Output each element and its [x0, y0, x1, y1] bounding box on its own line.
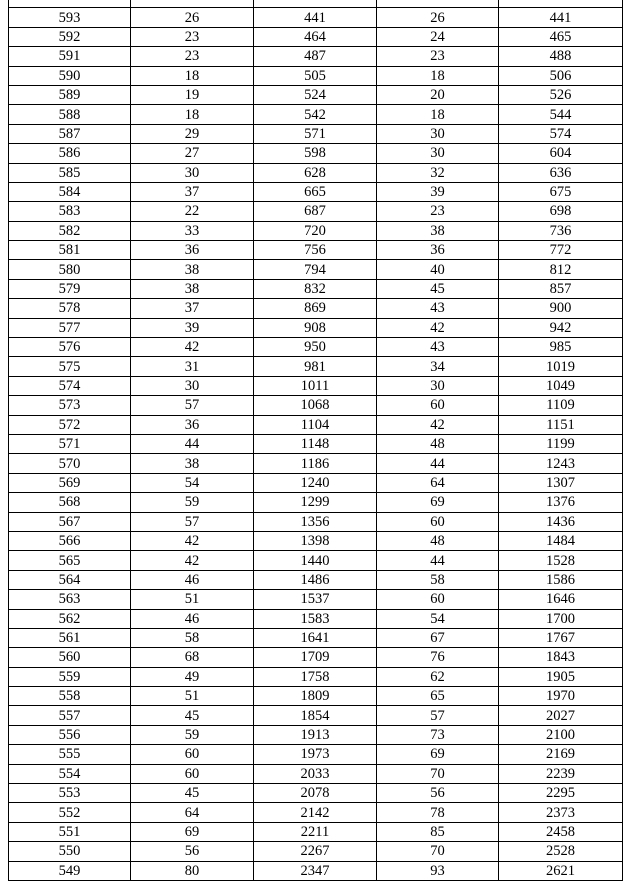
count-b-cell: 60 — [377, 396, 499, 415]
cumulative-a-cell: 1104 — [254, 415, 377, 434]
score-cell: 583 — [9, 202, 131, 221]
count-b-cell: 32 — [377, 163, 499, 182]
table-row — [9, 706, 623, 725]
count-b-cell: 48 — [377, 434, 499, 453]
count-b-cell: 42 — [377, 318, 499, 337]
count-b-cell: 43 — [377, 338, 499, 357]
cumulative-b-cell: 1109 — [499, 396, 623, 415]
table-row — [9, 434, 623, 453]
cumulative-b-cell: 2295 — [499, 784, 623, 803]
count-a-cell: 60 — [131, 764, 254, 783]
cumulative-a-cell: 1440 — [254, 551, 377, 570]
score-cell: 568 — [9, 493, 131, 512]
table-row — [9, 202, 623, 221]
table-row — [9, 764, 623, 783]
cumulative-a-cell: 505 — [254, 66, 377, 85]
count-b-cell: 58 — [377, 570, 499, 589]
cumulative-b-cell: 1484 — [499, 531, 623, 550]
count-b-cell: 67 — [377, 628, 499, 647]
cumulative-b-cell: 1376 — [499, 493, 623, 512]
cumulative-a-cell: 1973 — [254, 745, 377, 764]
score-cell: 549 — [9, 861, 131, 880]
cumulative-a-cell: 1186 — [254, 454, 377, 473]
cumulative-b-cell: 2528 — [499, 842, 623, 861]
table-row — [9, 241, 623, 260]
cumulative-b-cell: 985 — [499, 338, 623, 357]
table-row — [9, 260, 623, 279]
count-a-cell: 46 — [131, 570, 254, 589]
cumulative-b-cell: 2169 — [499, 745, 623, 764]
cumulative-b-cell: 1700 — [499, 609, 623, 628]
cumulative-a-cell: 720 — [254, 221, 377, 240]
score-cell: 575 — [9, 357, 131, 376]
count-b-cell: 36 — [377, 241, 499, 260]
cumulative-a-cell: 1641 — [254, 628, 377, 647]
table-row — [9, 221, 623, 240]
cumulative-b-cell: 2373 — [499, 803, 623, 822]
cumulative-b-cell: 1436 — [499, 512, 623, 531]
table-row — [9, 803, 623, 822]
cumulative-b-cell: 544 — [499, 105, 623, 124]
count-a-cell: 51 — [131, 687, 254, 706]
cumulative-a-cell: 542 — [254, 105, 377, 124]
score-cell: 582 — [9, 221, 131, 240]
cumulative-b-cell: 1767 — [499, 628, 623, 647]
count-b-cell: 23 — [377, 47, 499, 66]
cumulative-a-cell: 1486 — [254, 570, 377, 589]
count-a-cell: 51 — [131, 590, 254, 609]
count-a-cell: 59 — [131, 493, 254, 512]
count-b-cell: 23 — [377, 202, 499, 221]
count-a-cell: 59 — [131, 725, 254, 744]
cumulative-b-cell: 604 — [499, 144, 623, 163]
table-row — [9, 590, 623, 609]
count-a-cell: 58 — [131, 628, 254, 647]
table-row — [9, 687, 623, 706]
table-row — [9, 531, 623, 550]
score-cell: 591 — [9, 47, 131, 66]
count-a-cell: 42 — [131, 551, 254, 570]
cumulative-b-cell: 1905 — [499, 667, 623, 686]
table-row — [9, 473, 623, 492]
count-b-cell: 30 — [377, 144, 499, 163]
count-a-cell: 46 — [131, 609, 254, 628]
count-b-cell: 62 — [377, 667, 499, 686]
table-row — [9, 725, 623, 744]
count-b-cell: 26 — [377, 8, 499, 27]
score-cell: 573 — [9, 396, 131, 415]
score-cell: 589 — [9, 85, 131, 104]
count-a-cell: 68 — [131, 648, 254, 667]
table-row — [9, 357, 623, 376]
count-b-cell: 30 — [377, 124, 499, 143]
cumulative-a-cell: 1240 — [254, 473, 377, 492]
score-cell: 564 — [9, 570, 131, 589]
count-a-cell: 57 — [131, 512, 254, 531]
score-cell: 585 — [9, 163, 131, 182]
cumulative-b-cell: 1586 — [499, 570, 623, 589]
count-a-cell: 30 — [131, 376, 254, 395]
count-b-cell: 18 — [377, 66, 499, 85]
table-row — [9, 144, 623, 163]
score-cell: 587 — [9, 124, 131, 143]
count-b-cell: 69 — [377, 745, 499, 764]
score-cell — [9, 0, 131, 8]
cumulative-a-cell: 2142 — [254, 803, 377, 822]
score-cell: 565 — [9, 551, 131, 570]
cumulative-a-cell: 869 — [254, 299, 377, 318]
cumulative-b-cell: 900 — [499, 299, 623, 318]
count-a-cell: 30 — [131, 163, 254, 182]
cumulative-a-cell: 598 — [254, 144, 377, 163]
table-row — [9, 842, 623, 861]
cumulative-a-cell: 794 — [254, 260, 377, 279]
score-cell: 563 — [9, 590, 131, 609]
count-a-cell: 37 — [131, 299, 254, 318]
score-cell: 592 — [9, 27, 131, 46]
count-a-cell: 36 — [131, 241, 254, 260]
count-a-cell: 57 — [131, 396, 254, 415]
count-b-cell: 48 — [377, 531, 499, 550]
cumulative-a-cell: 1299 — [254, 493, 377, 512]
table-row — [9, 182, 623, 201]
table-row — [9, 551, 623, 570]
score-cell: 554 — [9, 764, 131, 783]
cumulative-a-cell: 1709 — [254, 648, 377, 667]
score-cell: 580 — [9, 260, 131, 279]
score-cell: 558 — [9, 687, 131, 706]
count-a-cell: 33 — [131, 221, 254, 240]
cumulative-b-cell: 1199 — [499, 434, 623, 453]
cumulative-a-cell: 1398 — [254, 531, 377, 550]
table-row — [9, 396, 623, 415]
score-cell: 552 — [9, 803, 131, 822]
score-cell: 569 — [9, 473, 131, 492]
cumulative-b-cell: 2100 — [499, 725, 623, 744]
table-row — [9, 66, 623, 85]
cumulative-b-cell: 857 — [499, 279, 623, 298]
cumulative-b-cell: 1307 — [499, 473, 623, 492]
cumulative-b-cell: 2621 — [499, 861, 623, 880]
cumulative-b-cell: 698 — [499, 202, 623, 221]
cumulative-b-cell: 1843 — [499, 648, 623, 667]
table-row — [9, 667, 623, 686]
score-cell: 561 — [9, 628, 131, 647]
score-cell: 574 — [9, 376, 131, 395]
count-b-cell: 30 — [377, 376, 499, 395]
count-b-cell: 40 — [377, 260, 499, 279]
cumulative-b-cell: 636 — [499, 163, 623, 182]
cumulative-a-cell: 1913 — [254, 725, 377, 744]
table-row — [9, 299, 623, 318]
count-a-cell: 27 — [131, 144, 254, 163]
score-cell: 557 — [9, 706, 131, 725]
score-cell: 572 — [9, 415, 131, 434]
count-b-cell: 78 — [377, 803, 499, 822]
cumulative-a-cell: 487 — [254, 47, 377, 66]
cumulative-a-cell: 665 — [254, 182, 377, 201]
cumulative-b-cell: 1019 — [499, 357, 623, 376]
score-cell: 556 — [9, 725, 131, 744]
count-b-cell — [377, 0, 499, 8]
table-row — [9, 493, 623, 512]
cumulative-a-cell: 2211 — [254, 822, 377, 841]
cumulative-a-cell: 1068 — [254, 396, 377, 415]
table-row — [9, 8, 623, 27]
table-row — [9, 338, 623, 357]
cumulative-b-cell: 2027 — [499, 706, 623, 725]
cumulative-a-cell: 1583 — [254, 609, 377, 628]
count-a-cell: 26 — [131, 8, 254, 27]
count-a-cell: 56 — [131, 842, 254, 861]
cumulative-a-cell: 756 — [254, 241, 377, 260]
count-b-cell: 76 — [377, 648, 499, 667]
cumulative-a-cell: 2267 — [254, 842, 377, 861]
score-cell: 579 — [9, 279, 131, 298]
count-b-cell: 38 — [377, 221, 499, 240]
count-b-cell: 73 — [377, 725, 499, 744]
count-a-cell: 80 — [131, 861, 254, 880]
score-cell: 577 — [9, 318, 131, 337]
cumulative-b-cell: 812 — [499, 260, 623, 279]
count-b-cell: 70 — [377, 842, 499, 861]
count-b-cell: 60 — [377, 590, 499, 609]
count-a-cell: 44 — [131, 434, 254, 453]
table-row — [9, 512, 623, 531]
count-a-cell: 38 — [131, 279, 254, 298]
cumulative-a-cell: 1356 — [254, 512, 377, 531]
count-a-cell: 49 — [131, 667, 254, 686]
count-b-cell: 69 — [377, 493, 499, 512]
cumulative-a-cell: 832 — [254, 279, 377, 298]
count-b-cell: 42 — [377, 415, 499, 434]
cumulative-b-cell: 1243 — [499, 454, 623, 473]
cumulative-a-cell: 524 — [254, 85, 377, 104]
score-cell: 578 — [9, 299, 131, 318]
cumulative-b-cell: 1049 — [499, 376, 623, 395]
count-b-cell: 34 — [377, 357, 499, 376]
count-b-cell: 60 — [377, 512, 499, 531]
count-a-cell: 42 — [131, 531, 254, 550]
count-a-cell: 18 — [131, 66, 254, 85]
count-a-cell: 36 — [131, 415, 254, 434]
table-row — [9, 609, 623, 628]
score-cell: 555 — [9, 745, 131, 764]
score-cell: 567 — [9, 512, 131, 531]
table-row — [9, 279, 623, 298]
cumulative-a-cell: 1011 — [254, 376, 377, 395]
score-cell: 551 — [9, 822, 131, 841]
table-row — [9, 454, 623, 473]
cumulative-b-cell: 942 — [499, 318, 623, 337]
score-cell: 584 — [9, 182, 131, 201]
score-cell: 559 — [9, 667, 131, 686]
cumulative-a-cell: 1537 — [254, 590, 377, 609]
count-b-cell: 57 — [377, 706, 499, 725]
count-a-cell: 31 — [131, 357, 254, 376]
table-row — [9, 628, 623, 647]
score-table — [8, 0, 623, 881]
cumulative-b-cell: 1970 — [499, 687, 623, 706]
table-row — [9, 0, 623, 8]
count-b-cell: 44 — [377, 551, 499, 570]
count-a-cell: 64 — [131, 803, 254, 822]
cumulative-a-cell — [254, 0, 377, 8]
cumulative-b-cell: 675 — [499, 182, 623, 201]
table-row — [9, 124, 623, 143]
count-a-cell — [131, 0, 254, 8]
score-cell: 581 — [9, 241, 131, 260]
table-row — [9, 822, 623, 841]
score-cell: 553 — [9, 784, 131, 803]
count-b-cell: 45 — [377, 279, 499, 298]
cumulative-b-cell: 736 — [499, 221, 623, 240]
cumulative-b-cell — [499, 0, 623, 8]
cumulative-b-cell: 2458 — [499, 822, 623, 841]
count-b-cell: 44 — [377, 454, 499, 473]
count-a-cell: 38 — [131, 454, 254, 473]
cumulative-b-cell: 1646 — [499, 590, 623, 609]
count-a-cell: 45 — [131, 784, 254, 803]
table-row — [9, 415, 623, 434]
count-a-cell: 37 — [131, 182, 254, 201]
score-cell: 570 — [9, 454, 131, 473]
cumulative-a-cell: 981 — [254, 357, 377, 376]
cumulative-b-cell: 2239 — [499, 764, 623, 783]
table-row — [9, 376, 623, 395]
count-a-cell: 18 — [131, 105, 254, 124]
count-a-cell: 22 — [131, 202, 254, 221]
cumulative-b-cell: 441 — [499, 8, 623, 27]
count-a-cell: 39 — [131, 318, 254, 337]
count-b-cell: 24 — [377, 27, 499, 46]
cumulative-a-cell: 1854 — [254, 706, 377, 725]
table-row — [9, 745, 623, 764]
cumulative-b-cell: 488 — [499, 47, 623, 66]
table-row — [9, 85, 623, 104]
table-row — [9, 648, 623, 667]
table-row — [9, 105, 623, 124]
cumulative-b-cell: 465 — [499, 27, 623, 46]
table-row — [9, 318, 623, 337]
table-row — [9, 47, 623, 66]
score-cell: 550 — [9, 842, 131, 861]
table-row — [9, 163, 623, 182]
cumulative-a-cell: 2078 — [254, 784, 377, 803]
cumulative-a-cell: 2347 — [254, 861, 377, 880]
count-b-cell: 93 — [377, 861, 499, 880]
cumulative-a-cell: 464 — [254, 27, 377, 46]
cumulative-a-cell: 950 — [254, 338, 377, 357]
count-a-cell: 45 — [131, 706, 254, 725]
count-a-cell: 19 — [131, 85, 254, 104]
score-cell: 566 — [9, 531, 131, 550]
count-a-cell: 42 — [131, 338, 254, 357]
cumulative-b-cell: 526 — [499, 85, 623, 104]
score-cell: 590 — [9, 66, 131, 85]
count-a-cell: 29 — [131, 124, 254, 143]
count-b-cell: 70 — [377, 764, 499, 783]
score-cell: 562 — [9, 609, 131, 628]
cumulative-a-cell: 628 — [254, 163, 377, 182]
table-row — [9, 570, 623, 589]
cumulative-a-cell: 1148 — [254, 434, 377, 453]
score-cell: 593 — [9, 8, 131, 27]
count-a-cell: 54 — [131, 473, 254, 492]
count-a-cell: 60 — [131, 745, 254, 764]
score-cell: 586 — [9, 144, 131, 163]
count-b-cell: 65 — [377, 687, 499, 706]
count-b-cell: 39 — [377, 182, 499, 201]
cumulative-a-cell: 441 — [254, 8, 377, 27]
count-b-cell: 56 — [377, 784, 499, 803]
count-b-cell: 85 — [377, 822, 499, 841]
cumulative-b-cell: 1528 — [499, 551, 623, 570]
cumulative-b-cell: 772 — [499, 241, 623, 260]
count-a-cell: 23 — [131, 47, 254, 66]
cumulative-a-cell: 2033 — [254, 764, 377, 783]
cumulative-a-cell: 908 — [254, 318, 377, 337]
table-row — [9, 27, 623, 46]
score-cell: 571 — [9, 434, 131, 453]
count-b-cell: 43 — [377, 299, 499, 318]
count-a-cell: 23 — [131, 27, 254, 46]
cumulative-a-cell: 1809 — [254, 687, 377, 706]
count-b-cell: 20 — [377, 85, 499, 104]
score-table-body — [9, 0, 623, 880]
cumulative-b-cell: 506 — [499, 66, 623, 85]
count-b-cell: 64 — [377, 473, 499, 492]
table-row — [9, 784, 623, 803]
cumulative-a-cell: 571 — [254, 124, 377, 143]
cumulative-a-cell: 1758 — [254, 667, 377, 686]
cumulative-a-cell: 687 — [254, 202, 377, 221]
cumulative-b-cell: 574 — [499, 124, 623, 143]
count-b-cell: 54 — [377, 609, 499, 628]
table-row — [9, 861, 623, 880]
count-a-cell: 38 — [131, 260, 254, 279]
score-cell: 576 — [9, 338, 131, 357]
score-cell: 588 — [9, 105, 131, 124]
count-a-cell: 69 — [131, 822, 254, 841]
cumulative-b-cell: 1151 — [499, 415, 623, 434]
score-cell: 560 — [9, 648, 131, 667]
count-b-cell: 18 — [377, 105, 499, 124]
